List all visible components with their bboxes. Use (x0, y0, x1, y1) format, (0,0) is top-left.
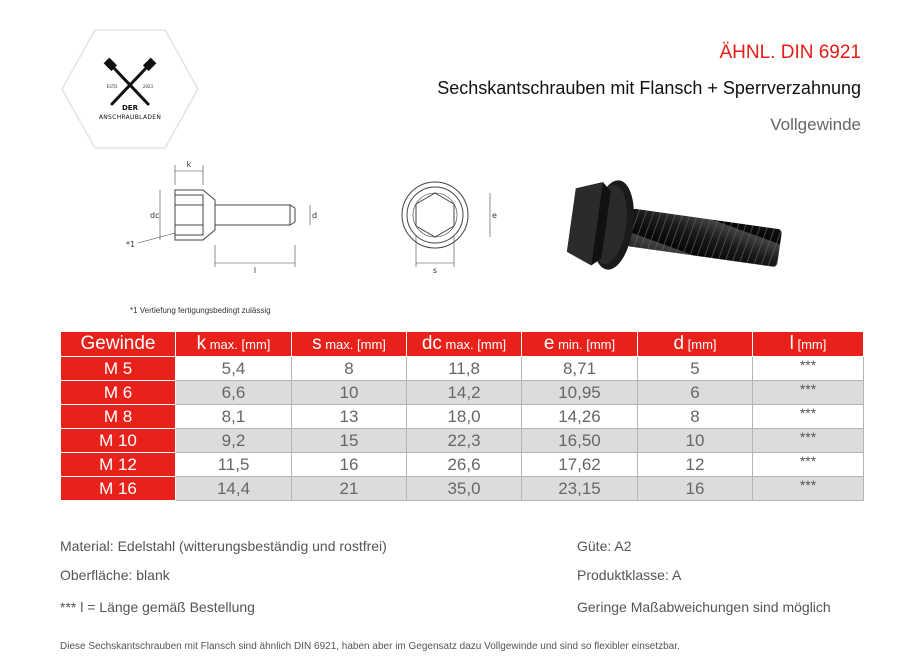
cell-k: 11,5 (176, 453, 292, 477)
cell-s: 21 (292, 477, 407, 501)
cell-k: 8,1 (176, 405, 292, 429)
side-view-drawing (120, 155, 320, 280)
cell-s: 8 (292, 357, 407, 381)
cell-l: *** (753, 477, 864, 501)
cell-s: 16 (292, 453, 407, 477)
cell-e: 14,26 (522, 405, 638, 429)
cell-dc: 14,2 (407, 381, 522, 405)
table-row (61, 405, 864, 429)
grade-info: Güte: A2 (577, 538, 632, 554)
table-row (61, 357, 864, 381)
cell-s: 15 (292, 429, 407, 453)
col-d: d [mm] (638, 332, 753, 357)
top-view-drawing (385, 155, 505, 280)
cell-dc: 35,0 (407, 477, 522, 501)
table-row (61, 429, 864, 453)
logo-line1: DER (122, 104, 138, 112)
material-info: Material: Edelstahl (witterungsbeständig und rostfrei) (60, 538, 387, 554)
cell-l: *** (753, 405, 864, 429)
cell-k: 5,4 (176, 357, 292, 381)
tolerance-info: Geringe Maßabweichungen sind möglich (577, 599, 831, 615)
col-k: k max. [mm] (176, 332, 292, 357)
cell-dc: 22,3 (407, 429, 522, 453)
col-gewinde: Gewinde (61, 332, 176, 357)
col-s: s max. [mm] (292, 332, 407, 357)
cell-e: 23,15 (522, 477, 638, 501)
page-title: Sechskantschrauben mit Flansch + Sperrverzahnung (437, 78, 861, 98)
dim-d-label: d (312, 211, 318, 220)
length-note: *** l = Länge gemäß Bestellung (60, 599, 255, 615)
table-row (61, 453, 864, 477)
product-class-info: Produktklasse: A (577, 567, 682, 583)
logo-estd: ESTD (106, 84, 118, 89)
dim-dc-label: dc (150, 211, 160, 220)
cell-l: *** (753, 429, 864, 453)
dim-e-label: e (492, 211, 497, 220)
row-thread: M 16 (61, 477, 176, 501)
cell-d: 5 (638, 357, 753, 381)
cell-d: 16 (638, 477, 753, 501)
logo-line2: ANSCHRAUBLADEN (98, 114, 162, 121)
dim-l-label: l (253, 266, 257, 275)
dim-s-label: s (432, 266, 438, 275)
dim-k-label: k (186, 160, 192, 169)
cell-e: 16,50 (522, 429, 638, 453)
norm-title: ÄHNL. DIN 6921 (719, 42, 861, 63)
cell-dc: 18,0 (407, 405, 522, 429)
cell-d: 10 (638, 429, 753, 453)
table-row (61, 381, 864, 405)
page-subtitle: Vollgewinde (770, 115, 861, 134)
footer-note: Diese Sechskantschrauben mit Flansch sind ähnlich DIN 6921, haben aber im Gegensatz dazu Vollgewinde und sind so flexibler einsetzbar. (60, 641, 680, 652)
cell-d: 12 (638, 453, 753, 477)
table-row (61, 477, 864, 501)
cell-k: 6,6 (176, 381, 292, 405)
brand-logo (60, 28, 200, 150)
row-thread: M 10 (61, 429, 176, 453)
spec-table (60, 331, 864, 501)
row-thread: M 5 (61, 357, 176, 381)
cell-l: *** (753, 357, 864, 381)
col-l: l [mm] (753, 332, 864, 357)
drawing-footnote: *1 Vertiefung fertigungsbedingt zulässig (130, 306, 271, 315)
cell-k: 9,2 (176, 429, 292, 453)
cell-dc: 26,6 (407, 453, 522, 477)
cell-s: 10 (292, 381, 407, 405)
logo-year: 2023 (142, 84, 154, 89)
col-e: e min. [mm] (522, 332, 638, 357)
table-header-row (61, 332, 864, 357)
col-dc: dc max. [mm] (407, 332, 522, 357)
cell-dc: 11,8 (407, 357, 522, 381)
row-thread: M 8 (61, 405, 176, 429)
cell-e: 8,71 (522, 357, 638, 381)
cell-e: 17,62 (522, 453, 638, 477)
row-thread: M 6 (61, 381, 176, 405)
cell-d: 6 (638, 381, 753, 405)
cell-s: 13 (292, 405, 407, 429)
cell-e: 10,95 (522, 381, 638, 405)
cell-k: 14,4 (176, 477, 292, 501)
screw-product-image (550, 180, 790, 295)
cell-l: *** (753, 381, 864, 405)
cell-d: 8 (638, 405, 753, 429)
row-thread: M 12 (61, 453, 176, 477)
surface-info: Oberfläche: blank (60, 567, 170, 583)
dim-star-label: *1 (126, 240, 136, 249)
cell-l: *** (753, 453, 864, 477)
